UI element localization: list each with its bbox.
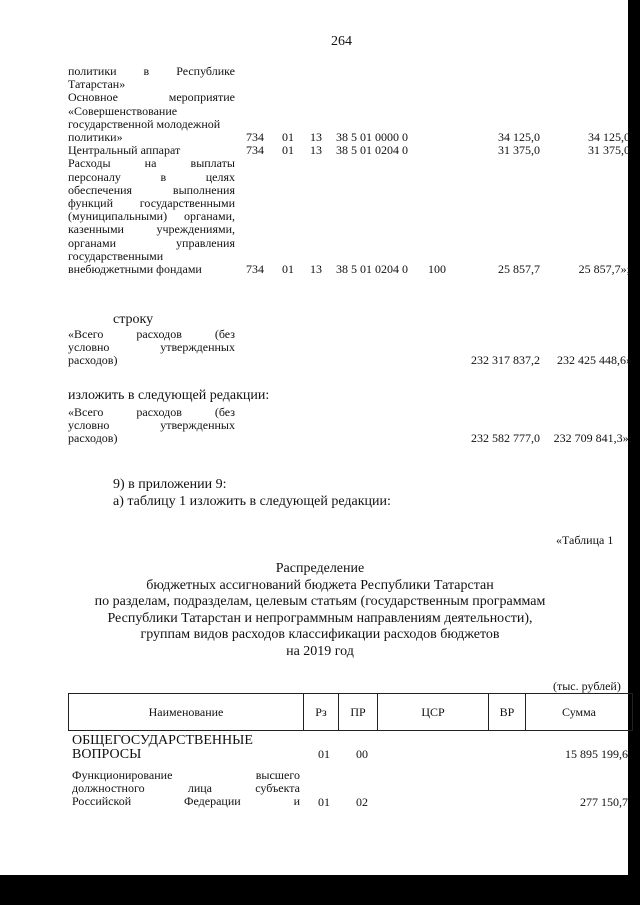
table-instruction-line: а) таблицу 1 изложить в следующей редакции: [113, 494, 391, 509]
table-row-sum: 15 895 199,6 [565, 747, 628, 761]
title-line: бюджетных ассигнований бюджета Республики Татарстан [146, 577, 494, 593]
row-name-line: Основное мероприятие [68, 90, 235, 105]
row-name-line: (муниципальными) органами, [68, 209, 235, 224]
table-row-name-line: ВОПРОСЫ [72, 747, 142, 762]
title-line: на 2019 год [286, 643, 354, 659]
subsection-code: 13 [310, 130, 322, 144]
row-name-line: казенными учреждениями, [68, 222, 235, 237]
row-name-line: функций государственными [68, 196, 235, 210]
ministry-code: 734 [246, 143, 264, 158]
total-amount-2020: 232 317 837,2 [471, 353, 540, 368]
table-row-name-line: Функционирование высшего [72, 768, 300, 782]
target-article-code: 38 5 01 0000 0 [336, 130, 408, 144]
header-csr: ЦСР [378, 694, 489, 731]
header-pr: ПР [339, 694, 378, 731]
section-code: 01 [282, 130, 294, 144]
row-name-line: политики в Республике [68, 64, 235, 78]
header-vr: ВР [489, 694, 526, 731]
amount-2020: 25 857,7 [498, 262, 540, 276]
header-name: Наименование [69, 694, 304, 731]
header-rz: Рз [304, 694, 339, 731]
ministry-code: 734 [246, 262, 264, 276]
amount-2021: 34 125,0 [588, 130, 630, 144]
table-row-rz: 01 [318, 747, 330, 761]
target-article-code: 38 5 01 0204 0 [336, 262, 408, 276]
units-label: (тыс. рублей) [553, 679, 621, 693]
row-name-line: государственной молодежной [68, 116, 221, 131]
title-line: по разделам, подразделам, целевым статьям (государственным программам [94, 594, 546, 609]
total-label-line: «Всего расходов (без [68, 405, 235, 419]
row-name-line: внебюджетными фондами [68, 262, 202, 276]
total-label-line: расходов) [68, 431, 118, 446]
table-row-name-line: должностного лица субъекта [72, 781, 300, 795]
row-name-line: «Совершенствование [68, 103, 178, 118]
title-line: группам видов расходов классификации расходов бюджетов [140, 627, 500, 642]
row-name-line: политики» [68, 130, 123, 144]
table-label: «Таблица 1 [556, 533, 614, 547]
expense-type-code: 100 [428, 262, 446, 276]
table-header [68, 693, 633, 731]
row-name-line: государственными [68, 248, 164, 263]
total-label-line: условно утвержденных [68, 340, 235, 355]
title-line: Распределение [275, 561, 365, 576]
row-name-line: обеспечения выполнения [68, 182, 235, 197]
row-name-line: Татарстан» [68, 77, 126, 92]
row-name-line: Центральный аппарат [68, 143, 181, 158]
table-row-name-line: Российской Федерации и [72, 794, 300, 808]
subsection-code: 13 [310, 143, 322, 158]
table-row-rz: 01 [318, 795, 330, 809]
target-article-code: 38 5 01 0204 0 [336, 143, 408, 158]
page-number: 264 [331, 34, 352, 49]
total-label-line: условно утвержденных [68, 418, 235, 433]
total-label-line: «Всего расходов (без [68, 327, 235, 341]
row-name-line: персоналу в целях [68, 169, 235, 184]
subsection-code: 13 [310, 262, 322, 276]
header-sum: Сумма [526, 694, 633, 731]
amount-2020: 31 375,0 [498, 143, 540, 158]
total-amount-2021: 232 709 841,3»; [553, 431, 632, 446]
total-label-line: расходов) [68, 353, 118, 368]
table-row-name-line: ОБЩЕГОСУДАРСТВЕННЫЕ [72, 733, 253, 748]
stroku-label: строку [113, 312, 154, 327]
amount-2021: 31 375,0 [588, 143, 630, 158]
ministry-code: 734 [246, 130, 264, 144]
section-code: 01 [282, 143, 294, 158]
table-row-pr: 00 [356, 747, 368, 761]
total-amount-2021: 232 425 448,6» [557, 353, 632, 368]
table-row-pr: 02 [356, 795, 368, 809]
table-row-sum: 277 150,7 [580, 795, 628, 809]
amount-2021: 25 857,7»; [578, 262, 630, 276]
row-name-line: органами управления [68, 235, 235, 250]
section-code: 01 [282, 262, 294, 276]
row-name-line: Расходы на выплаты [68, 156, 235, 171]
total-amount-2020: 232 582 777,0 [471, 431, 540, 446]
appendix-line: 9) в приложении 9: [113, 477, 227, 492]
amount-2020: 34 125,0 [498, 130, 540, 144]
new-edition-label: изложить в следующей редакции: [68, 388, 270, 403]
title-line: Республики Татарстан и непрограммным направлениям деятельности), [107, 610, 533, 626]
